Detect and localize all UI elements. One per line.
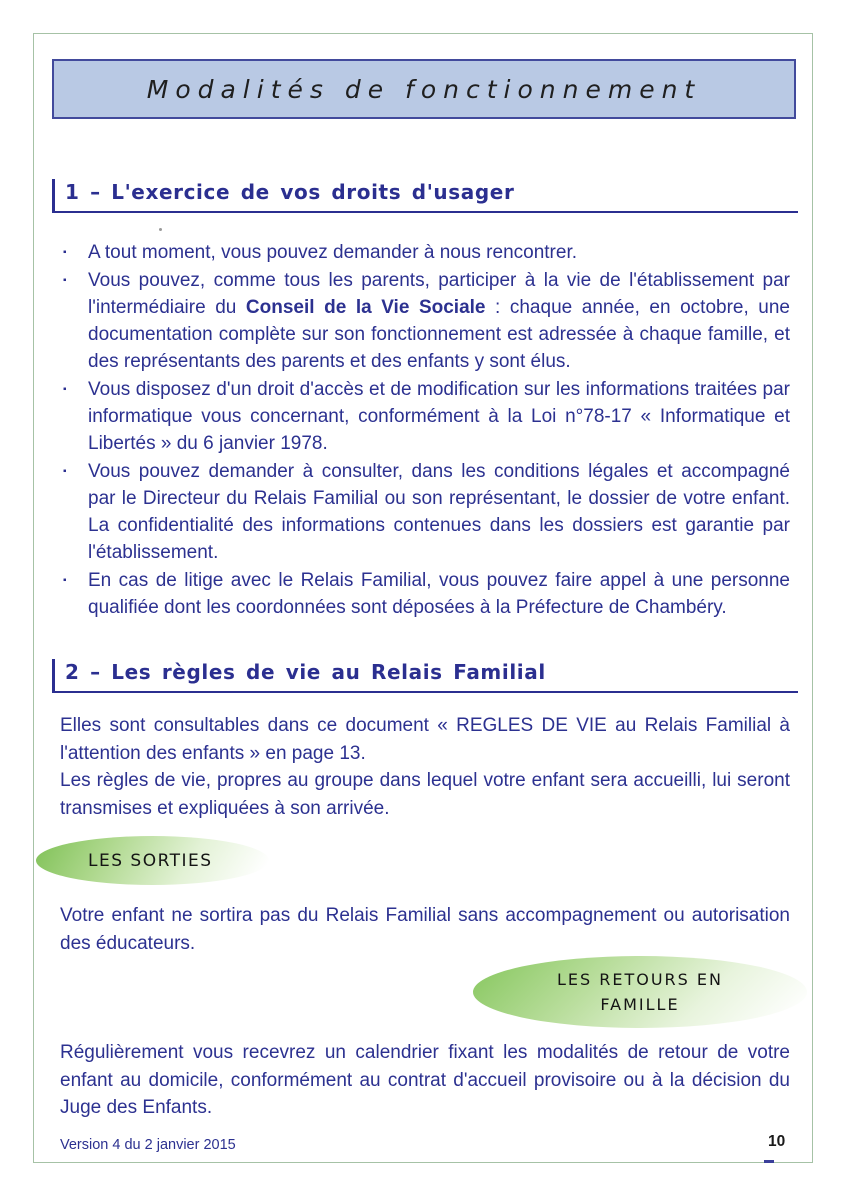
- badge-les-retours-en-famille: [473, 956, 807, 1028]
- scan-artifact-dash: [764, 1160, 774, 1163]
- bullet-square-icon: ▪: [63, 466, 67, 477]
- bullet-text: [88, 267, 790, 375]
- footer-version-text: Version 4 du 2 janvier 2015: [60, 1137, 236, 1153]
- section-2-heading: 2 – Les règles de vie au Relais Familial: [52, 659, 798, 693]
- bullet-text-bold-segment: Conseil de la Vie Sociale: [245, 297, 486, 318]
- bullet-text: A tout moment, vous pouvez demander à nous rencontrer.: [88, 242, 578, 263]
- badge-retours-line2: FAMILLE: [600, 995, 680, 1014]
- document-title: Modalités de fonctionnement: [146, 74, 702, 104]
- list-item: [63, 458, 790, 566]
- paragraph-rules-document: Elles sont consultables dans ce document « REGLES DE VIE au Relais Familial à l'attention des enfants » en page 13.: [60, 715, 790, 764]
- bullet-text: Vous pouvez demander à consulter, dans les conditions légales et accompagné par le Directeur du Relais Familial ou son représentant, le dossier de votre enfant. La confidentialité des informations contenues dans les dossiers est garantie par l'établissement.: [88, 461, 790, 563]
- section-1-heading: 1 – L'exercice de vos droits d'usager: [52, 179, 798, 213]
- rules-paragraph-group: [60, 712, 790, 822]
- page-number: 10: [768, 1133, 786, 1150]
- rights-bullet-list: [63, 239, 790, 622]
- list-item: [63, 376, 790, 457]
- paragraph-sorties: Votre enfant ne sortira pas du Relais Familial sans accompagnement ou autorisation des éducateurs.: [60, 905, 790, 954]
- bullet-square-icon: ▪: [63, 275, 67, 286]
- bullet-text-segment: : chaque année, en octobre, une documentation complète sur son fonctionnement est adressée à chaque famille, et des représentants des parents et des enfants y sont élus.: [88, 297, 790, 372]
- paragraph-retours: Régulièrement vous recevrez un calendrier fixant les modalités de retour de votre enfant au domicile, conformément au contrat d'accueil provisoire ou à la décision du Juge des Enfants.: [60, 1042, 790, 1118]
- bullet-square-icon: ▪: [63, 247, 67, 258]
- bullet-text-segment: Vous pouvez, comme tous les parents, participer à la vie de l'établissement par l'intermédiaire du: [88, 270, 790, 318]
- badge-retours-line1: LES RETOURS EN: [556, 970, 723, 989]
- scan-artifact-dot: [159, 228, 162, 231]
- bullet-square-icon: ▪: [63, 575, 67, 586]
- bullet-square-icon: ▪: [63, 384, 67, 395]
- list-item: [63, 567, 790, 621]
- paragraph-rules-transmission: Les règles de vie, propres au groupe dans lequel votre enfant sera accueilli, lui seront transmises et expliquées à son arrivée.: [60, 770, 790, 819]
- badge-les-sorties: [36, 836, 269, 885]
- list-item: [63, 267, 790, 375]
- badge-les-sorties-label: LES SORTIES: [88, 850, 213, 871]
- list-item: [63, 239, 790, 266]
- bullet-text: En cas de litige avec le Relais Familial, vous pouvez faire appel à une personne qualifiée dont les coordonnées sont déposées à la Préfecture de Chambéry.: [88, 570, 790, 618]
- title-banner: [52, 59, 796, 119]
- bullet-text: Vous disposez d'un droit d'accès et de modification sur les informations traitées par informatique vous concernant, conformément à la Loi n°78-17 « Informatique et Libertés » du 6 janvier 1978.: [88, 379, 790, 454]
